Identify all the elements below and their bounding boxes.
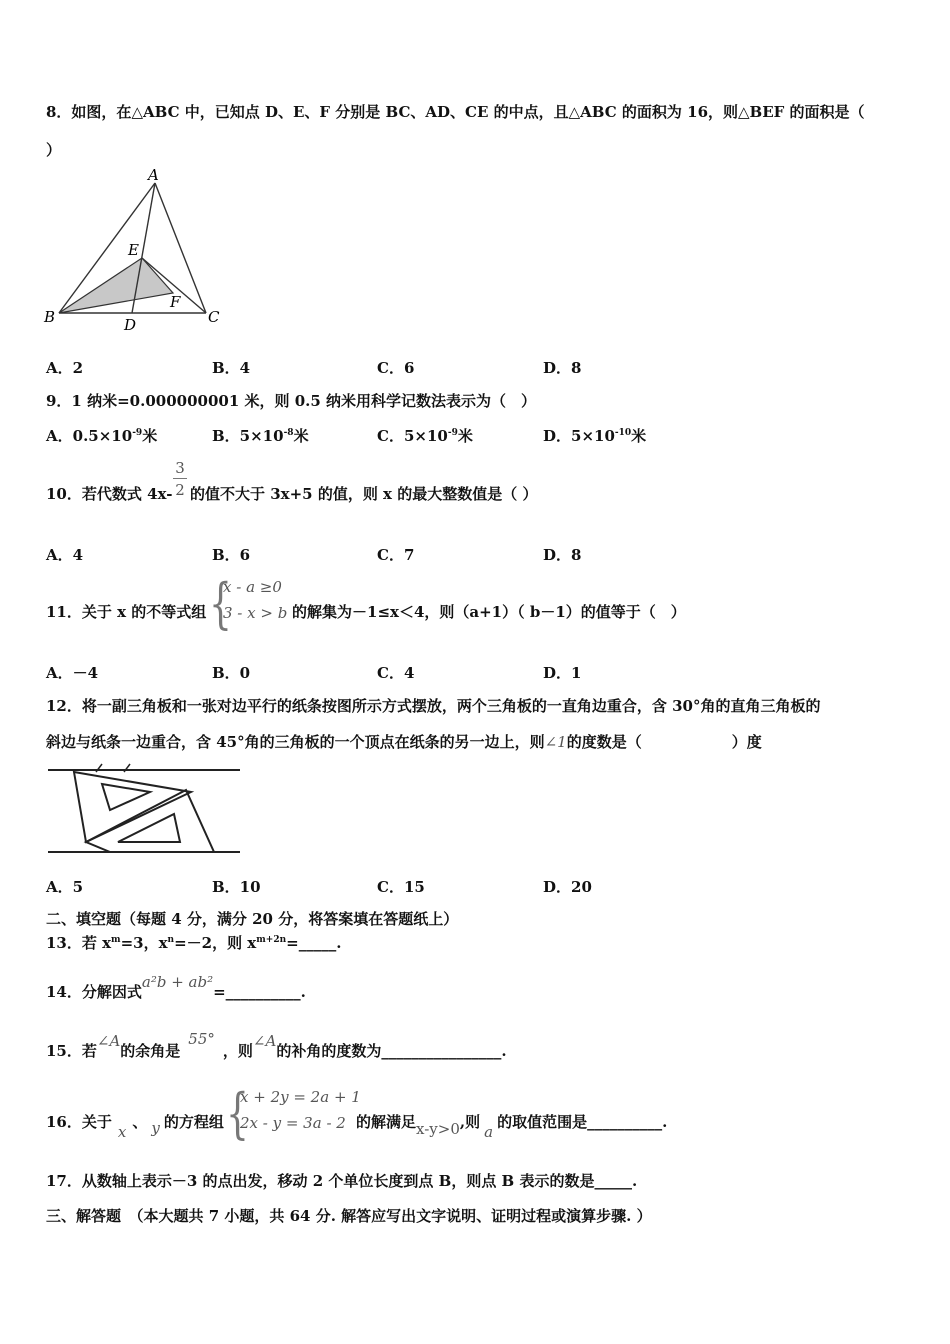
- label-f: F: [170, 293, 181, 311]
- q16-stem-post: 的解满足x-y>0,则a的取值范围是__________.: [356, 1113, 668, 1141]
- label-c: C: [208, 308, 220, 326]
- q10-stem-post: 的值不大于 3x+5 的值，则 x 的最大整数值是（ ）: [190, 485, 538, 503]
- q9-option-c[interactable]: C．$5\times 10^{-9}$米: [377, 427, 473, 445]
- q10-option-c[interactable]: C．7: [377, 546, 415, 564]
- q11-stem-post: 的解集为－1≤x＜4，则（a+1）（ b－1）的值等于（ ）: [292, 603, 686, 621]
- section-2-heading: 二、填空题（每题 4 分，满分 20 分，将答案填在答题纸上）: [46, 910, 459, 928]
- q10-option-b[interactable]: B．6: [212, 546, 251, 564]
- q16-brace: {: [226, 1084, 249, 1146]
- q16-line2: 2x - y = 3a - 2: [240, 1114, 346, 1132]
- q12-option-b[interactable]: B．10: [212, 878, 261, 896]
- label-d: D: [124, 316, 137, 334]
- q10-frac-den: 2: [175, 481, 185, 499]
- q10-option-d[interactable]: D．8: [543, 546, 582, 564]
- q15-stem: 15．若∠A的余角是55°，则∠A的补角的度数为________________.: [46, 1030, 507, 1060]
- q9-option-b[interactable]: B．$5\times 10^{-8}$米: [212, 427, 309, 445]
- q11-system: [223, 574, 287, 626]
- q16-stem-pre: 16．关于x、 y 的方程组: [46, 1113, 224, 1141]
- q11-option-b[interactable]: B．0: [212, 664, 251, 682]
- q8-option-c[interactable]: C．6: [377, 359, 415, 377]
- q12-option-c[interactable]: C．15: [377, 878, 425, 896]
- q13-stem: 13．若 $x^m=3$，$x^n=-2$，则 $x^{m+2n}=\_\_\_\_\_$.: [46, 934, 342, 952]
- q12-line1: 12．将一副三角板和一张对边平行的纸条按图所示方式摆放，两个三角板的一直角边重合，含 30°角的直角三角板的: [46, 697, 821, 715]
- q11-stem-pre: 11．关于 x 的不等式组: [46, 603, 207, 621]
- label-b: B: [44, 308, 56, 326]
- q11-option-c[interactable]: C．4: [377, 664, 415, 682]
- q10-frac-num: 3: [175, 459, 185, 477]
- label-e: E: [128, 241, 139, 259]
- q9-stem: 9．1 纳米=0.000000001 米，则 0.5 纳米用科学记数法表示为（ ）: [46, 392, 537, 410]
- q11-line2: 3 - x > b: [223, 604, 288, 622]
- q12-figure: [46, 762, 242, 858]
- q12-line2: 斜边与纸条一边重合，含 45°角的三角板的一个顶点在纸条的另一边上，则∠1的度数是（ ）度: [46, 733, 762, 751]
- q8-stem: 8．如图，在△ABC 中，已知点 D、E、F 分别是 BC、AD、CE 的中点，且△ABC 的面积为 16，则△BEF 的面积是（: [46, 103, 865, 121]
- q11-option-a[interactable]: A．－4: [46, 664, 99, 682]
- q8-option-d[interactable]: D．8: [543, 359, 582, 377]
- q8-option-b[interactable]: B．4: [212, 359, 251, 377]
- q16-system: [240, 1084, 361, 1136]
- q9-option-a[interactable]: A．$0.5\times 10^{-9}$米: [46, 427, 158, 445]
- q12-option-a[interactable]: A．5: [46, 878, 84, 896]
- q12-option-d[interactable]: D．20: [543, 878, 592, 896]
- q10-fraction: [173, 458, 187, 501]
- q11-line1: x - a ≥0: [223, 578, 282, 596]
- q8-option-a[interactable]: A．2: [46, 359, 84, 377]
- q11-brace: {: [209, 574, 232, 636]
- q8-stem-end: ）: [46, 141, 62, 159]
- q10-stem-pre: 10．若代数式 4x-: [46, 485, 173, 503]
- q16-line1: x + 2y = 2a + 1: [240, 1088, 361, 1106]
- q11-option-d[interactable]: D．1: [543, 664, 582, 682]
- label-a: A: [148, 166, 159, 184]
- q9-option-d[interactable]: D．$5\times 10^{-10}$米: [543, 427, 647, 445]
- q10-option-a[interactable]: A．4: [46, 546, 84, 564]
- q17-stem: 17．从数轴上表示－3 的点出发，移动 2 个单位长度到点 B，则点 B 表示的数是_____.: [46, 1172, 638, 1190]
- q14-stem: 14．分解因式a²b + ab²=__________.: [46, 973, 306, 1001]
- section-3-heading: 三、解答题 （本大题共 7 小题，共 64 分. 解答应写出文字说明、证明过程或演算步骤. ）: [46, 1207, 652, 1225]
- q8-triangle-figure: [40, 165, 230, 335]
